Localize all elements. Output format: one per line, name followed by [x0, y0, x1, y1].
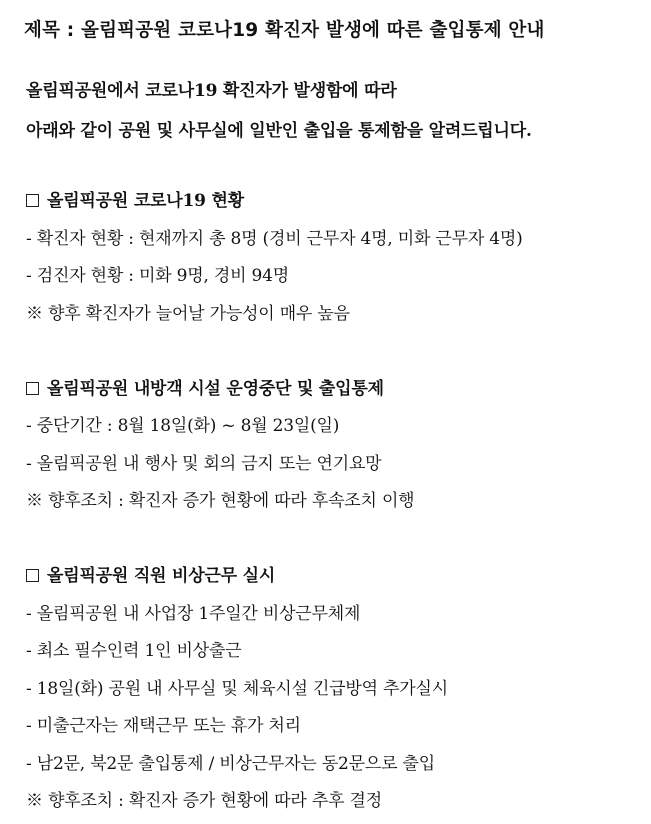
section-heading-closure: [26, 378, 384, 400]
checkbox-square-icon: [26, 382, 39, 395]
section-heading-label: 올림픽공원 코로나19 현황: [47, 191, 244, 211]
list-item: - 최소 필수인력 1인 비상출근: [26, 641, 242, 661]
notice-title: 제목 : 올림픽공원 코로나19 확진자 발생에 따른 출입통제 안내: [24, 20, 545, 41]
list-item: ※ 향후 확진자가 늘어날 가능성이 매우 높음: [26, 304, 350, 324]
section-heading-status: [26, 190, 244, 212]
list-item: - 남2문, 북2문 출입통제 / 비상근무자는 동2문으로 출입: [26, 754, 435, 774]
checkbox-square-icon: [26, 569, 39, 582]
list-item: - 미출근자는 재택근무 또는 휴가 처리: [26, 716, 301, 736]
section-heading-label: 올림픽공원 직원 비상근무 실시: [47, 566, 276, 586]
list-item: ※ 향후조치 : 확진자 증가 현황에 따라 후속조치 이행: [26, 491, 415, 511]
list-item: - 18일(화) 공원 내 사무실 및 체육시설 긴급방역 추가실시: [26, 679, 448, 699]
list-item: - 올림픽공원 내 사업장 1주일간 비상근무체제: [26, 604, 361, 624]
checkbox-square-icon: [26, 194, 39, 207]
intro-line-1: 올림픽공원에서 코로나19 확진자가 발생함에 따라: [26, 81, 397, 101]
list-item: - 올림픽공원 내 행사 및 회의 금지 또는 연기요망: [26, 454, 382, 474]
list-item: ※ 향후조치 : 확진자 증가 현황에 따라 추후 결정: [26, 791, 382, 811]
intro-line-2: 아래와 같이 공원 및 사무실에 일반인 출입을 통제함을 알려드립니다.: [26, 121, 532, 141]
section-heading-emergency: [26, 565, 275, 587]
section-heading-label: 올림픽공원 내방객 시설 운영중단 및 출입통제: [47, 379, 384, 399]
list-item: - 중단기간 : 8월 18일(화) ~ 8월 23일(일): [26, 416, 340, 436]
list-item: - 검진자 현황 : 미화 9명, 경비 94명: [26, 266, 289, 286]
list-item: - 확진자 현황 : 현재까지 총 8명 (경비 근무자 4명, 미화 근무자 4명): [26, 229, 523, 249]
